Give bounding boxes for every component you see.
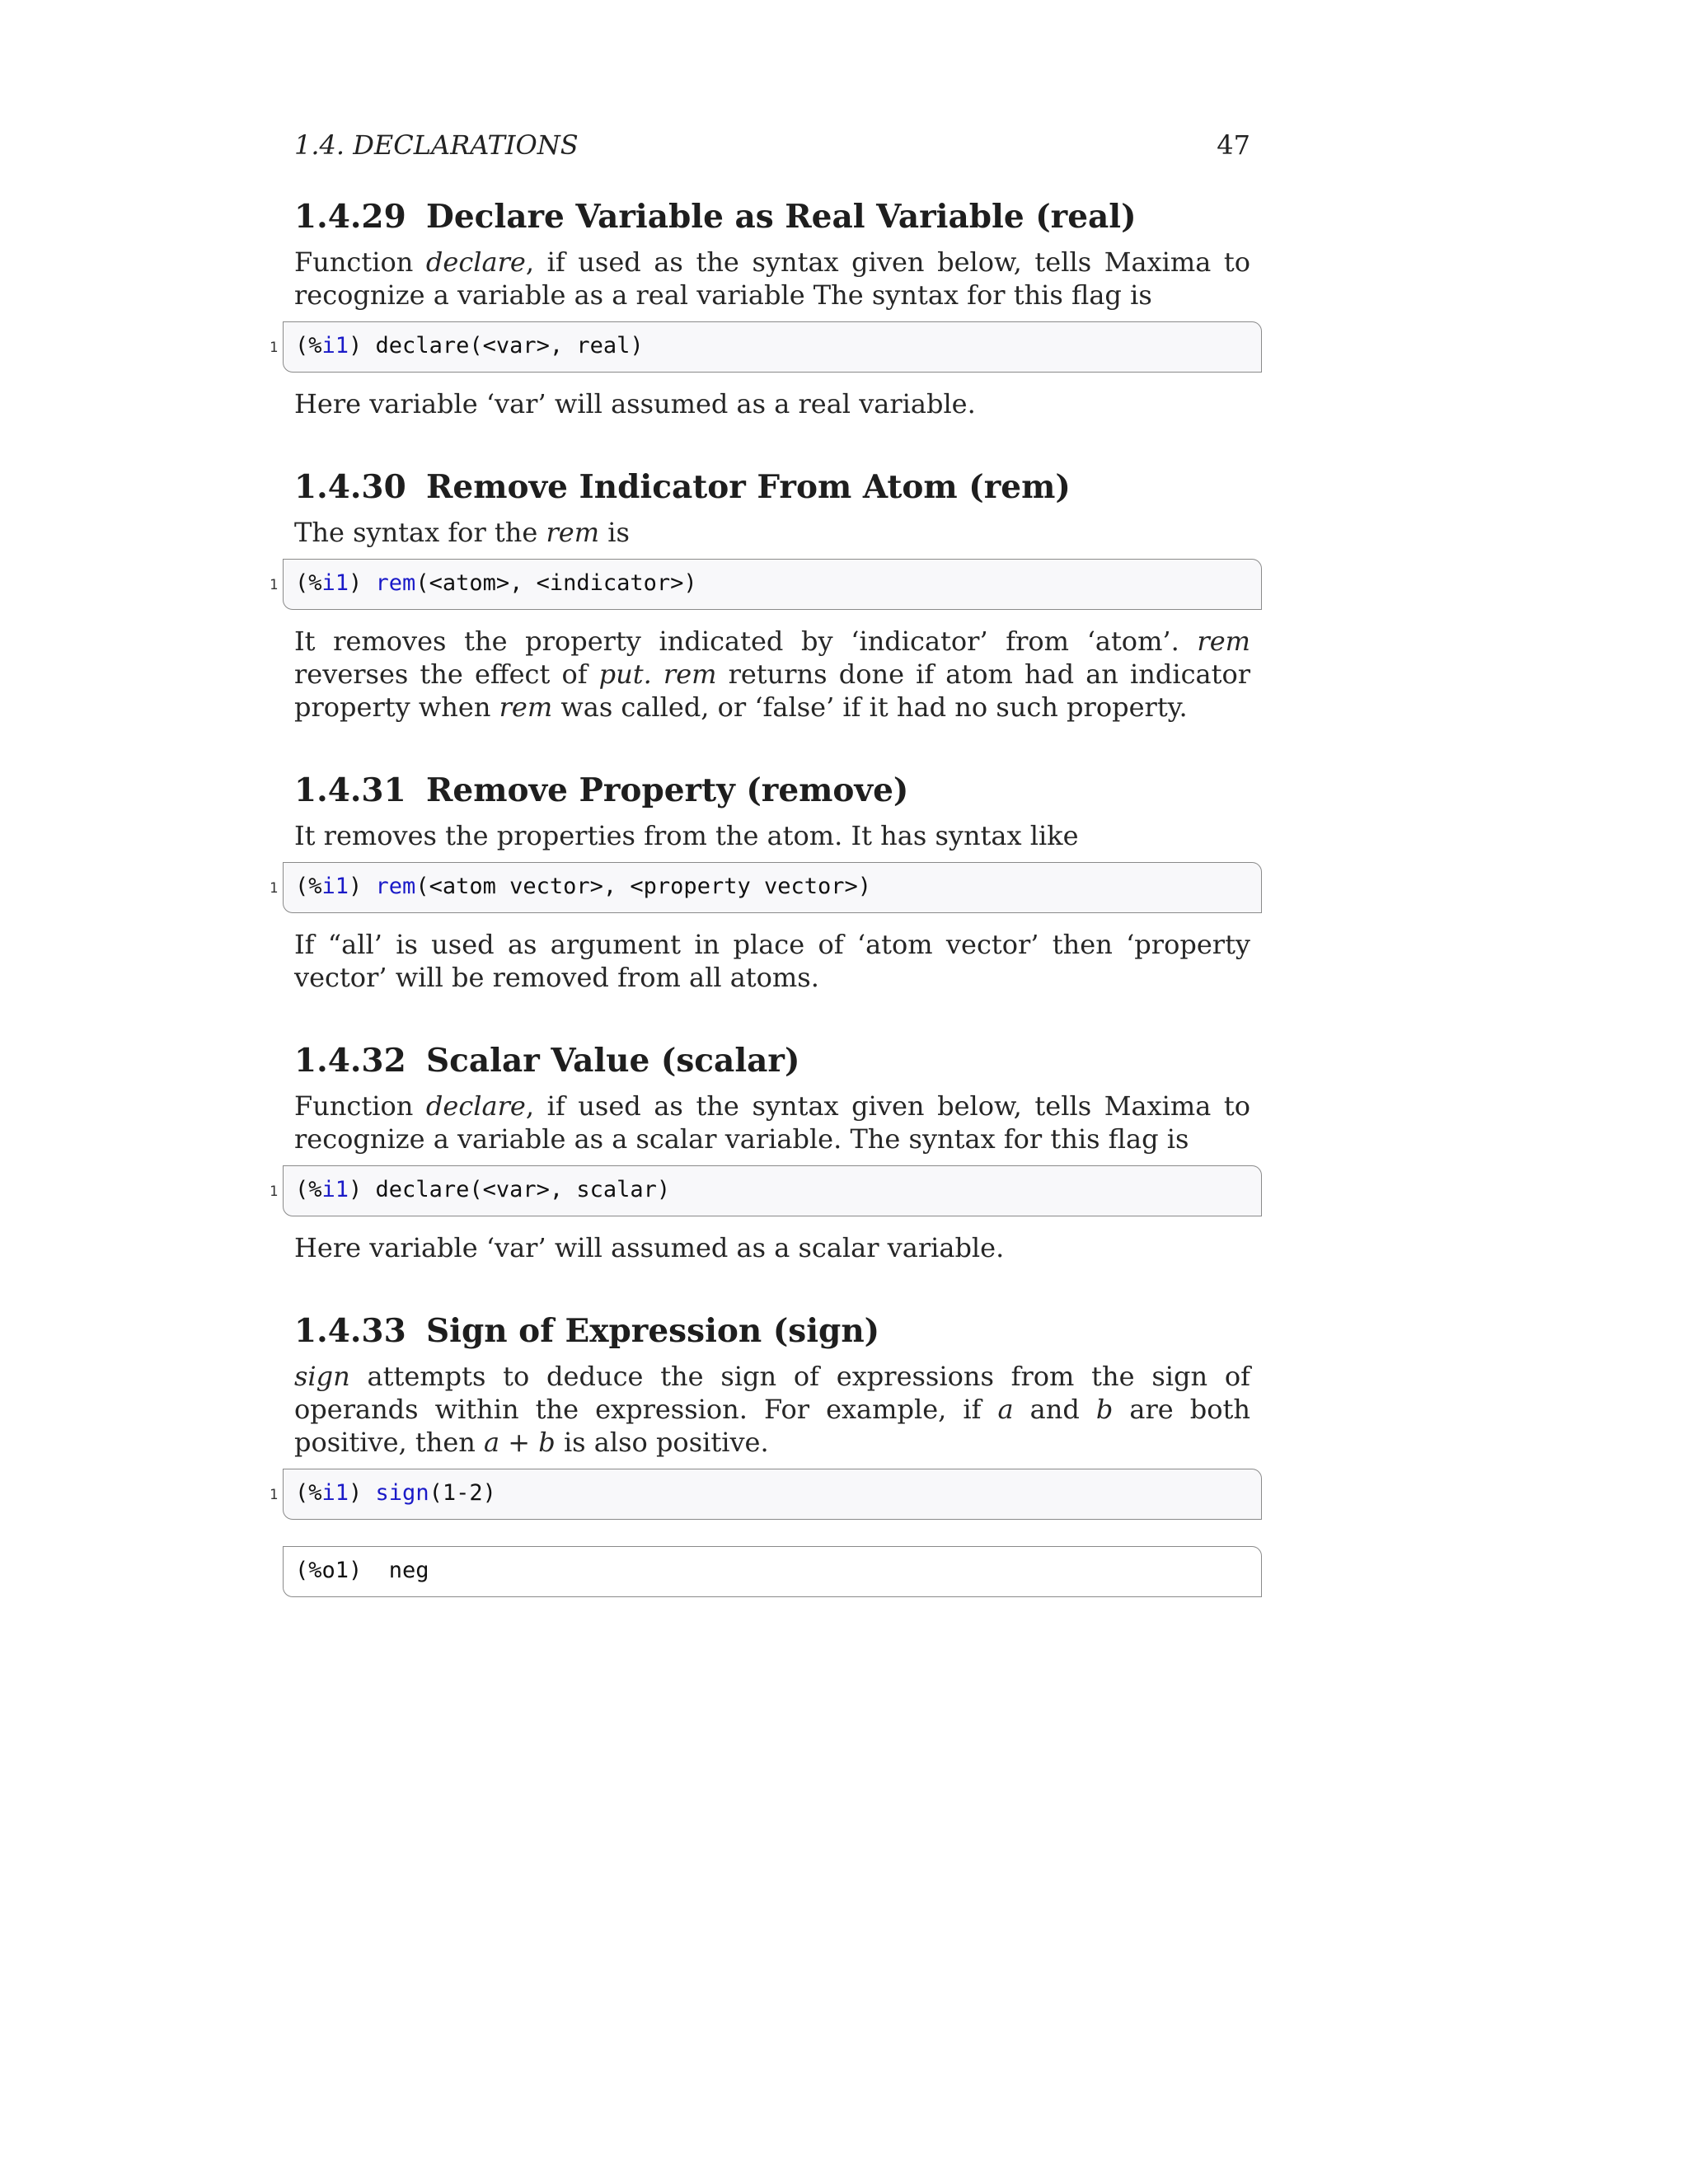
- running-head: [294, 129, 1250, 162]
- code-output: (%o1) neg: [283, 1546, 1262, 1597]
- section-intro: Function declare, if used as the syntax given below, tells Maxima to recognize a variable as a scalar variable. The syntax for this flag is: [294, 1090, 1250, 1155]
- section-intro: sign attempts to deduce the sign of expressions from the sign of operands within the expression. For example, if a and b are both positive, then a + b is also positive.: [294, 1361, 1251, 1458]
- code-listing: [270, 1165, 1250, 1220]
- section-explanation: Here variable ‘var’ will assumed as a scalar variable.: [294, 1232, 1005, 1263]
- section-1-4-33: [270, 1310, 1251, 1612]
- section-heading: 1.4.31 Remove Property (remove): [294, 771, 909, 809]
- section-heading: 1.4.33 Sign of Expression (sign): [294, 1312, 880, 1350]
- line-number: 1: [270, 1487, 279, 1503]
- code-listing: [270, 1469, 1250, 1523]
- code-input: (%i1) sign(1-2): [283, 1469, 1262, 1520]
- section-explanation: If “all’ is used as argument in place of ‘atom vector’ then ‘property vector’ will be removed from all atoms.: [294, 929, 1250, 993]
- section-intro: It removes the properties from the atom. It has syntax like: [294, 820, 1079, 851]
- code-input: (%i1) declare(<var>, real): [283, 321, 1262, 373]
- section-intro: The syntax for the rem is: [294, 517, 630, 548]
- section-explanation: It removes the property indicated by ‘indicator’ from ‘atom’. rem reverses the effect of put. rem returns done if atom had an indicator property when rem was called, or ‘false’ if it had no such property.: [294, 626, 1251, 723]
- code-output-listing: [294, 1546, 1250, 1601]
- line-number: 1: [270, 340, 279, 356]
- section-heading: 1.4.32 Scalar Value (scalar): [294, 1042, 800, 1080]
- code-input: (%i1) declare(<var>, scalar): [283, 1165, 1262, 1216]
- section-heading: 1.4.30 Remove Indicator From Atom (rem): [294, 468, 1071, 506]
- line-number: 1: [270, 880, 279, 897]
- section-heading: 1.4.29 Declare Variable as Real Variable (real): [294, 198, 1137, 236]
- line-number: 1: [270, 577, 279, 593]
- page-number: 47: [1217, 129, 1250, 161]
- section-1-4-29: [270, 196, 1250, 420]
- chapter-title: 1.4. DECLARATIONS: [294, 129, 579, 161]
- code-input: (%i1) rem(<atom>, <indicator>): [283, 559, 1262, 610]
- section-1-4-32: [270, 1040, 1250, 1264]
- section-1-4-30: [270, 466, 1251, 724]
- line-number: 1: [270, 1183, 279, 1200]
- section-1-4-31: [270, 770, 1250, 994]
- code-listing: [270, 862, 1250, 916]
- code-listing: [270, 321, 1250, 376]
- code-listing: [270, 559, 1250, 613]
- section-explanation: Here variable ‘var’ will assumed as a real variable.: [294, 388, 976, 419]
- code-input: (%i1) rem(<atom vector>, <property vector>): [283, 862, 1262, 913]
- section-intro: Function declare, if used as the syntax given below, tells Maxima to recognize a variable as a real variable The syntax for this flag is: [294, 246, 1250, 311]
